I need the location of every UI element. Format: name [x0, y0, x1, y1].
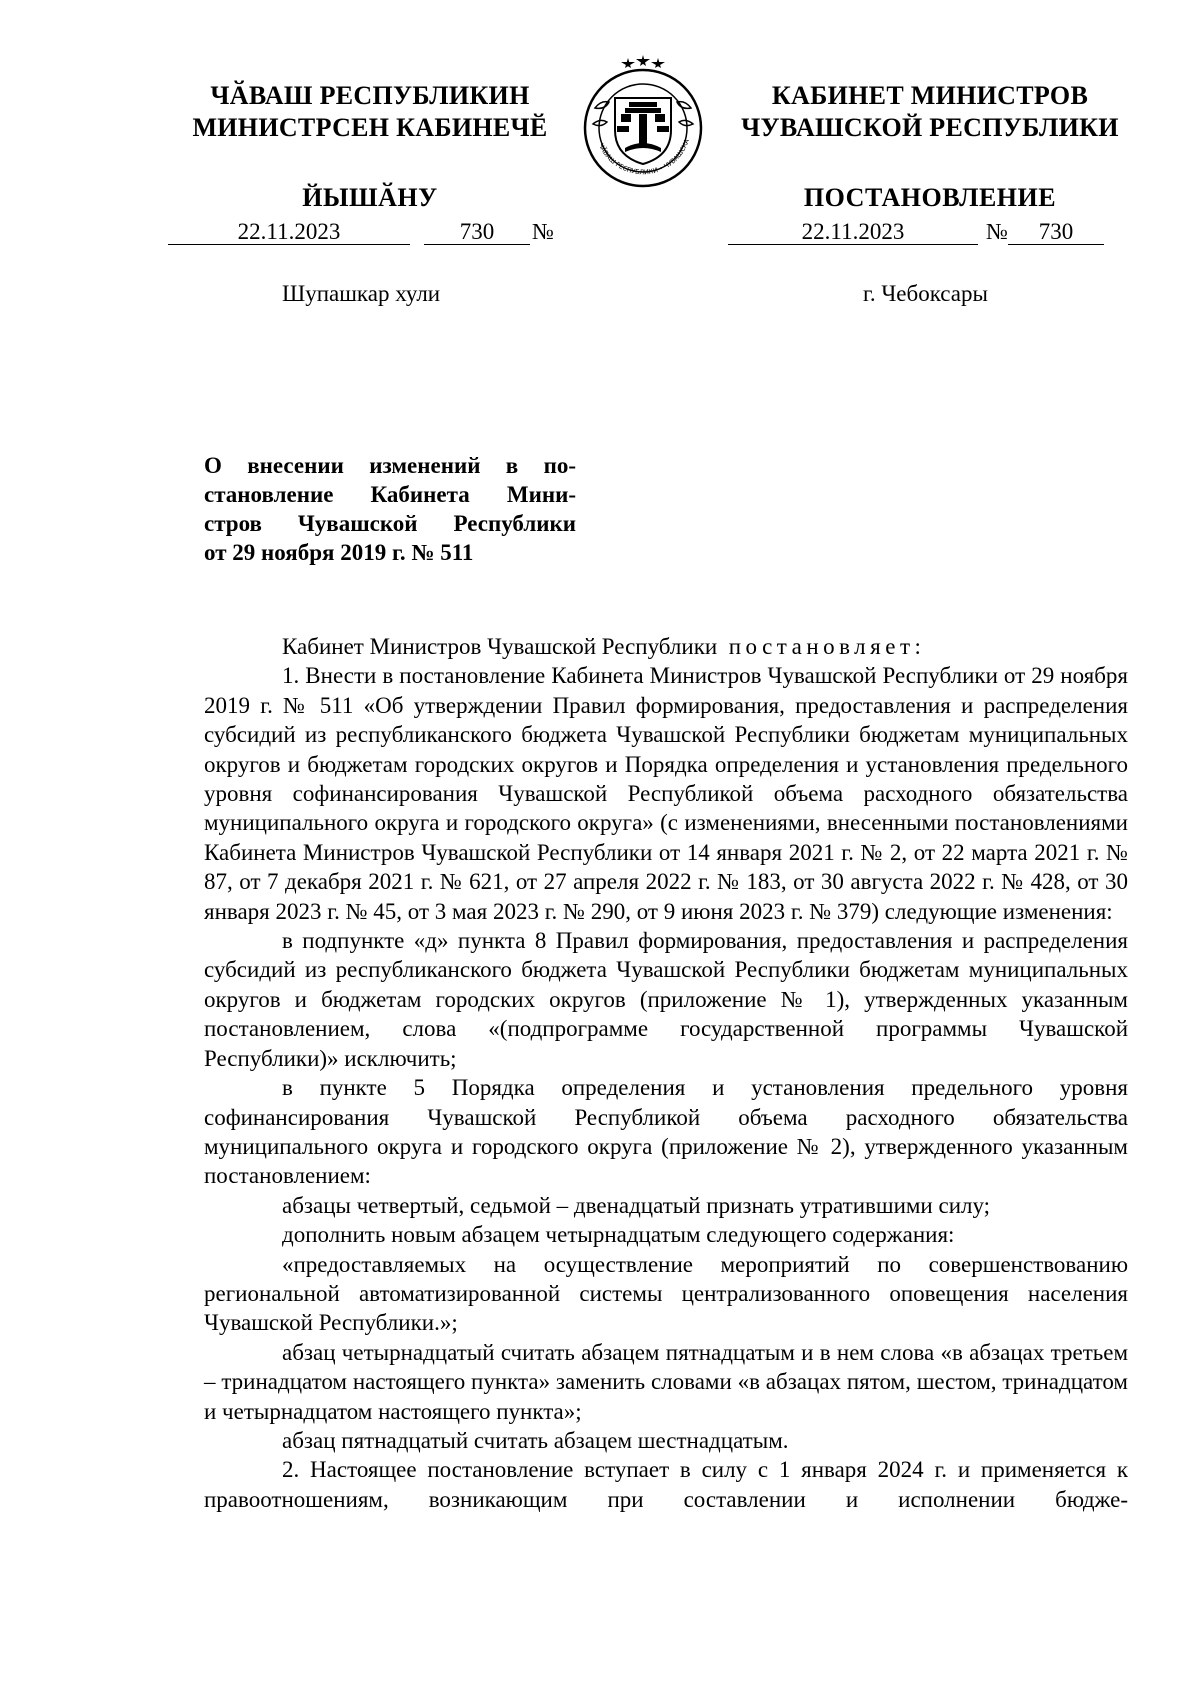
- body-intro-verb: постановляет:: [728, 634, 926, 659]
- body-intro: [204, 632, 1128, 661]
- body-paragraph: в пункте 5 Порядка определения и установления предельного уровня софинансирования Чувашской Республикой объема расходного обязательства муниципального округа и городского округа (приложение № 2), утвержденного указанным постановлением:: [204, 1075, 1128, 1189]
- header-left-city: Шупашкар хули: [282, 281, 441, 306]
- header-left-date: 22.11.2023: [168, 218, 410, 245]
- document-body: [204, 632, 1128, 1514]
- svg-text:ЧĂВАШ РЕСПУБЛИКИ • ЧУВАШСКАЯ Р: ЧĂВАШ РЕСПУБЛИКИ • ЧУВАШСКА: [596, 137, 691, 177]
- header-right-date-row: [728, 218, 1104, 246]
- body-paragraph: 2. Настоящее постановление вступает в силу с 1 января 2024 г. и применяется к правоотношениям, возникающим при составлении и исполнении бюдже-: [204, 1457, 1128, 1512]
- header-left-line2: МИНИСТРСЕН КАБИНЕЧӖ: [192, 113, 548, 142]
- body-paragraph: абзацы четвертый, седьмой – двенадцатый признать утратившими силу;: [282, 1192, 991, 1218]
- body-paragraph: «предоставляемых на осуществление мероприятий по совершенствованию региональной автоматизированной системы централизованного оповещения населения Чувашской Республики.»;: [204, 1251, 1128, 1336]
- body-paragraph: 1. Внести в постановление Кабинета Министров Чувашской Республики от 29 ноября 2019 г. № 511 «Об утверждении Правил формирования, предоставления и распределения субсидий из республиканского бюджета Чувашской Республики бюджетам муниципальных округов и бюджетам городских округов и Порядка определения и установления предельного уровня софинансирования Чувашской Республикой объема расходного обязательства муниципального округа и городского округа» (с изменениями, внесенными постановлениями Кабинета Министров Чувашской Республики от 14 января 2021 г. № 2, от 22 марта 2021 г. № 87, от 7 декабря 2021 г. № 621, от 27 апреля 2022 г. № 183, от 30 августа 2022 г. № 428, от 30 января 2023 г. № 45, от 3 мая 2023 г. № 290, от 9 июня 2023 г. № 379) следующие изменения:: [204, 663, 1128, 924]
- title-line-4: от 29 ноября 2019 г. № 511: [204, 540, 474, 565]
- header-right-number-sign: №: [986, 219, 1008, 244]
- header-left-number: 730: [424, 218, 530, 245]
- header-right-line2: ЧУВАШСКОЙ РЕСПУБЛИКИ: [741, 113, 1119, 142]
- title-line-2: становление Кабинета Мини-: [204, 482, 576, 507]
- body-intro-prefix: Кабинет Министров Чувашской Республики: [282, 634, 718, 659]
- header-left-date-row: [168, 218, 554, 246]
- header-right-number: 730: [1008, 218, 1104, 245]
- body-paragraph: дополнить новым абзацем четырнадцатым следующего содержания:: [282, 1222, 955, 1248]
- header-left-number-sign: №: [532, 219, 554, 244]
- body-paragraph: абзац пятнадцатый считать абзацем шестнадцатым.: [282, 1427, 789, 1453]
- header-right-block: [725, 80, 1135, 214]
- header-right-doc-type: ПОСТАНОВЛЕНИЕ: [803, 183, 1057, 212]
- header-left-doc-type: ЙЫШӐНУ: [302, 183, 438, 212]
- document-title: [204, 451, 576, 567]
- header-right-date: 22.11.2023: [728, 218, 978, 245]
- header-right-line1: КАБИНЕТ МИНИСТРОВ: [771, 81, 1089, 110]
- body-paragraph: абзац четырнадцатый считать абзацем пятнадцатым и в нем слова «в абзацах третьем – тринадцатом настоящего пункта» заменить словами «в абзацах пятом, шестом, тринадцатом и четырнадцатом настоящего пункта»;: [204, 1339, 1128, 1424]
- body-paragraph: в подпункте «д» пункта 8 Правил формирования, предоставления и распределения субсидий из республиканского бюджета Чувашской Республики бюджетам муниципальных округов и бюджетам городских округов (приложение № 1), утвержденных указанным постановлением, слова «(подпрограмме государственной программы Чувашской Республики)» исключить;: [204, 928, 1128, 1071]
- title-line-1: О внесении изменений в по-: [204, 453, 576, 478]
- chuvash-republic-coat-of-arms-icon: [573, 52, 713, 190]
- header-left-line1: ЧӐВАШ РЕСПУБЛИКИН: [210, 81, 530, 110]
- header-right-city: г. Чебоксары: [863, 281, 988, 306]
- header-left-block: [160, 80, 580, 214]
- title-line-3: стров Чувашской Республики: [204, 511, 576, 536]
